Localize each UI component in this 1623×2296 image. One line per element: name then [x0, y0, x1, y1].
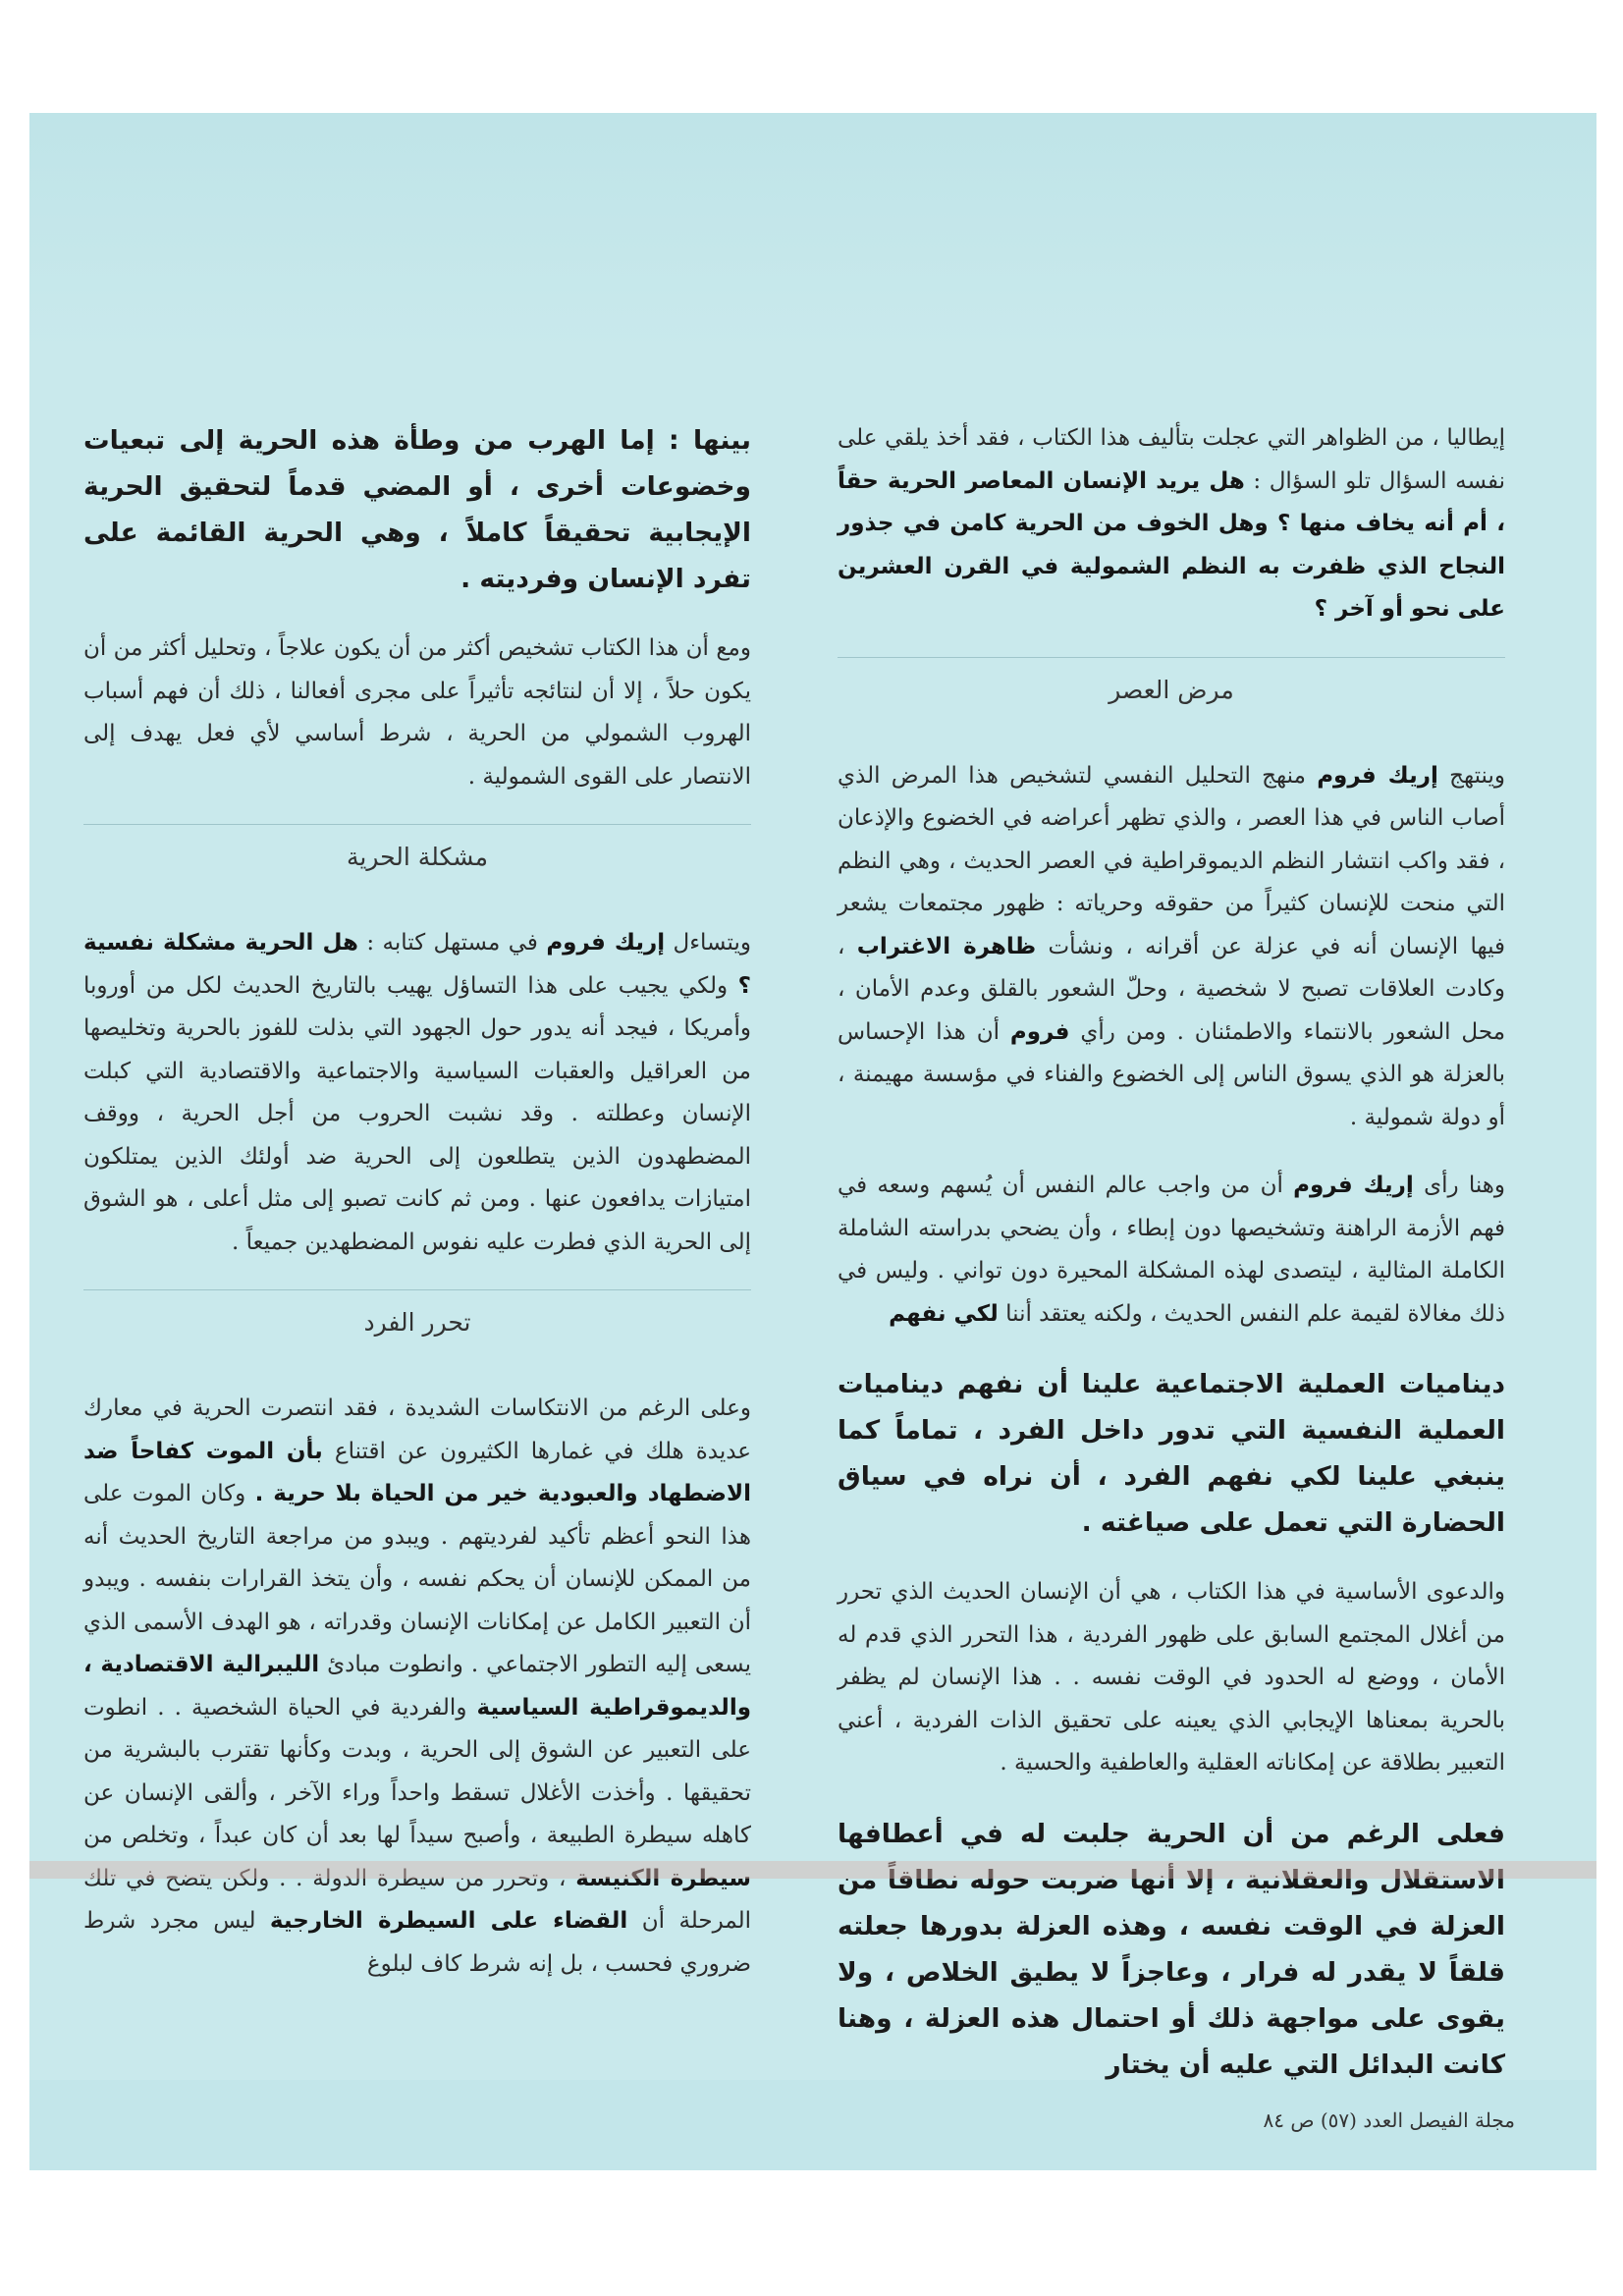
section-heading: مشكلة الحرية — [347, 843, 488, 871]
section-heading: مرض العصر — [1109, 675, 1234, 704]
paragraph: ومع أن هذا الكتاب تشخيص أكثر من أن يكون علاجاً ، وتحليل أكثر من أن يكون حلاً ، إلا أن لنتائجه تأثيراً على مجرى أفعالنا ، ذلك أن فهم أسباب الهروب الشمولي من الحرية ، شرط أساسي لأي فعل يهدف إلى الانتصار على القوى الشمولية . — [83, 635, 751, 790]
page-footer: مجلة الفيصل العدد (٥٧) ص ٨٤ — [1263, 2108, 1515, 2132]
right-column — [838, 417, 1505, 2113]
left-column — [83, 417, 751, 2011]
bold-paragraph: بينها : إما الهرب من وطأة هذه الحرية إلى تبعيات وخضوعات أخرى ، أو المضي قدماً لتحقيق الحرية الإيجابية تحقيقاً كاملاً ، وهي الحرية القائمة على تفرد الإنسان وفرديته . — [83, 425, 751, 594]
section-rule — [83, 1289, 751, 1290]
scan-stain — [29, 1861, 1596, 1879]
section-rule — [838, 657, 1505, 658]
paragraph: وعلى الرغم من الانتكاسات الشديدة ، فقد انتصرت الحرية في معارك عديدة هلك في غمارها الكثيرون عن اقتناع بأن الموت كفاحاً ضد الاضطهاد والعبودية خير من الحياة بلا حرية . وكان الموت على هذا النحو أعظم تأكيد لفرديتهم . ويبدو من مراجعة التاريخ الحديث أنه من الممكن للإنسان أن يحكم نفسه ، وأن يتخذ القرارات بنفسه . ويبدو أن التعبير الكامل عن إمكانات الإنسان وقدراته ، هو الهدف الأسمى الذي يسعى إليه التطور الاجتماعي . وانطوت مبادئ الليبرالية الاقتصادية ، والديموقراطية السياسية والفردية في الحياة الشخصية . . انطوت على التعبير عن الشوق إلى الحرية ، وبدت وكأنها تقترب بالبشرية من تحقيقها . وأخذت الأغلال تسقط واحداً وراء الآخر ، وألقى الإنسان عن كاهله سيطرة الطبيعة ، وأصبح سيداً لها بعد أن كان عبداً ، وتخلص من سيطرة الكنيسة ، وتحرر من سيطرة الدولة . . ولكن يتضح في تلك المرحلة أن القضاء على السيطرة الخارجية ليس مجرد شرط ضروري فحسب ، بل إنه شرط كاف لبلوغ — [83, 1395, 752, 1977]
section-heading: تحرر الفرد — [363, 1308, 471, 1337]
section-rule — [83, 824, 751, 825]
paragraph: وهنا رأى إريك فروم أن من واجب عالم النفس أن يُسهم وسعه في فهم الأزمة الراهنة وتشخيصها دون إبطاء ، وأن يضحي بدراسته الشاملة الكاملة المثالية ، ليتصدى لهذه المشكلة المحيرة دون تواني . وليس في ذلك مغالاة لقيمة علم النفس الحديث ، ولكنه يعتقد أننا لكي نفهم — [838, 1173, 1506, 1327]
paragraph: إيطاليا ، من الظواهر التي عجلت بتأليف هذا الكتاب ، فقد أخذ يلقي على نفسه السؤال تلو السؤال : هل يريد الإنسان المعاصر الحرية حقاً ، أم أنه يخاف منها ؟ وهل الخوف من الحرية كامن في جذور النجاح الذي ظفرت به النظم الشمولية في القرن العشرين على نحو أو آخر ؟ — [838, 425, 1506, 622]
bold-paragraph: ديناميات العملية الاجتماعية علينا أن نفهم ديناميات العملية النفسية التي تدور داخل الفرد ، تماماً كما ينبغي علينا لكي نفهم الفرد ، أن نراه في سياق الحضارة التي تعمل على صياغته . — [838, 1369, 1505, 1538]
paragraph: وينتهج إريك فروم منهج التحليل النفسي لتشخيص هذا المرض الذي أصاب الناس في هذا العصر ، والذي تظهر أعراضه في الخضوع والإذعان ، فقد واكب انتشار النظم الديموقراطية في العصر الحديث ، وهي النظم التي منحت للإنسان كثيراً من حقوقه وحرياته : ظهور مجتمعات يشعر فيها الإنسان أنه في عزلة عن أقرانه ، ونشأت ظاهرة الاغتراب ، وكادت العلاقات تصبح لا شخصية ، وحلّ الشعور بالقلق وعدم الأمان ، محل الشعور بالانتماء والاطمئنان . ومن رأي فروم أن هذا الإحساس بالعزلة هو الذي يسوق الناس إلى الخضوع والفناء في مؤسسة مهيمنة ، أو دولة شمولية . — [838, 762, 1506, 1130]
paragraph: ويتساءل إريك فروم في مستهل كتابه : هل الحرية مشكلة نفسية ؟ ولكي يجيب على هذا التساؤل يهيب بالتاريخ الحديث لكل من أوروبا وأمريكا ، فيجد أنه يدور حول الجهود التي بذلت للفوز بالحرية وتخليصها من العراقيل والعقبات السياسية والاجتماعية والاقتصادية التي كبلت الإنسان وعطلته . وقد نشبت الحروب من أجل الحرية ، ووقف المضطهدون الذين يتطلعون إلى الحرية ضد أولئك الذين يمتلكون امتيازات يدافعون عنها . ومن ثم كانت تصبو إلى مثل أعلى ، هو الشوق إلى الحرية الذي فطرت عليه نفوس المضطهدين جميعاً . — [83, 930, 752, 1255]
paragraph: والدعوى الأساسية في هذا الكتاب ، هي أن الإنسان الحديث الذي تحرر من أغلال المجتمع السابق على ظهور الفردية ، هذا التحرر الذي قدم له الأمان ، ووضع له الحدود في الوقت نفسه . . هذا الإنسان لم يظفر بالحرية بمعناها الإيجابي الذي يعينه على تحقيق الذات الفردية ، أعني التعبير بطلاقة عن إمكاناته العقلية والعاطفية والحسية . — [838, 1579, 1505, 1776]
bold-paragraph: فعلى الرغم من أن الحرية جلبت له في أعطافها الاستقلال والعقلانية ، إلا أنها ضربت حوله نطاقاً من العزلة في الوقت نفسه ، وهذه العزلة بدورها جعلته قلقاً لا يقدر له فرار ، وعاجزاً لا يطيق الخلاص ، ولا يقوى على مواجهة ذلك أو احتمال هذه العزلة ، وهنا كانت البدائل التي عليه أن يختار — [838, 1818, 1505, 2080]
top-band — [29, 113, 1596, 349]
